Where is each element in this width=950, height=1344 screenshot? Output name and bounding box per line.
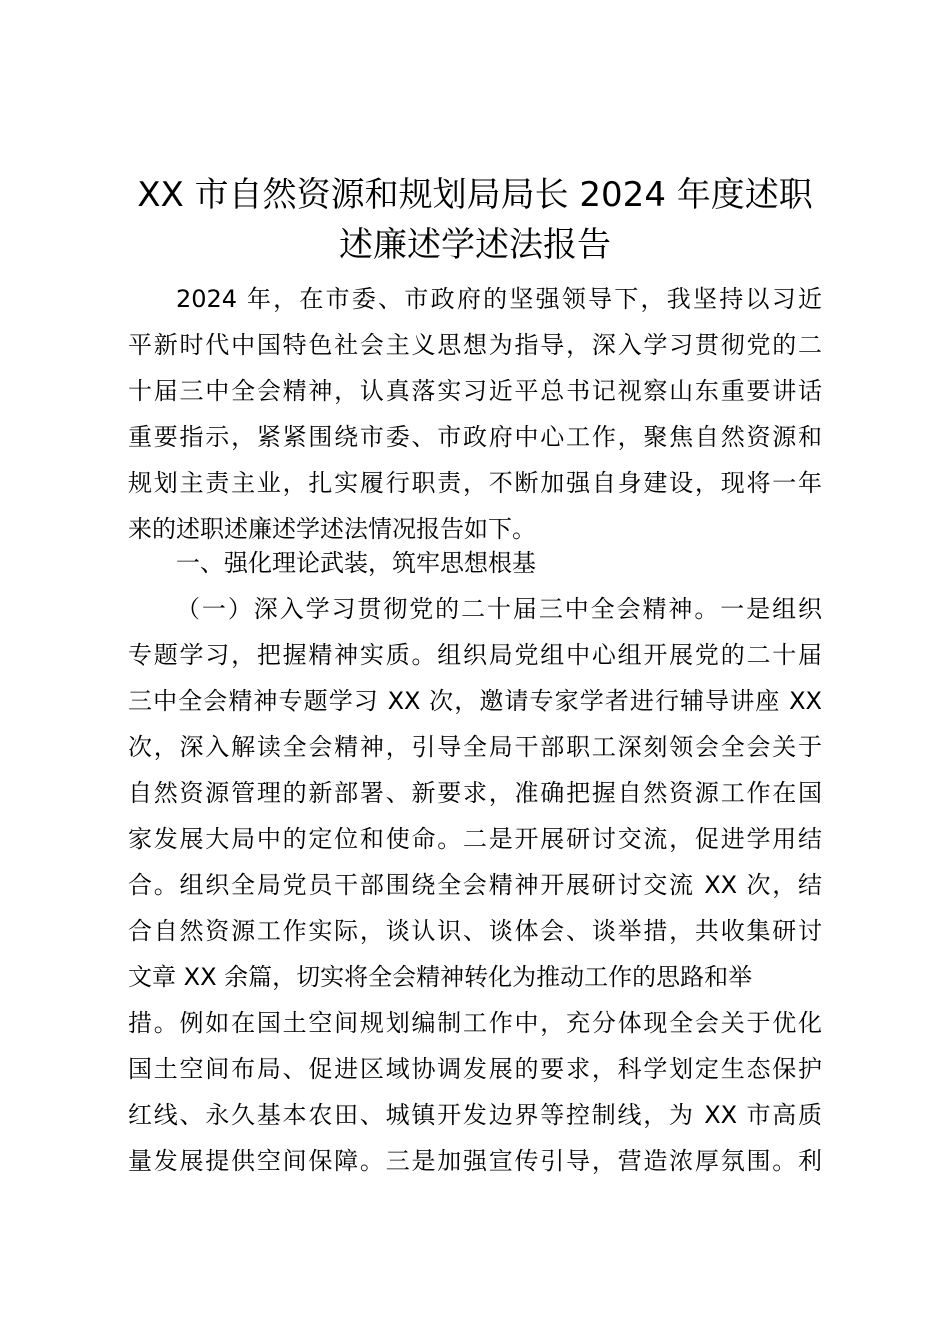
paragraph-line: 合自然资源工作实际，谈认识、谈体会、谈举措，共收集研讨 [128,917,822,945]
paragraph-line: 规划主责主业，扎实履行职责，不断加强自身建设，现将一年 [128,469,822,497]
paragraph-line: 自然资源管理的新部署、新要求，准确把握自然资源工作在国 [128,779,822,807]
paragraph-line: 来的述职述廉述学述法情况报告如下。 [128,515,536,543]
title-line: 述廉述学述法报告 [339,225,611,265]
paragraph-line: 三中全会精神专题学习 XX 次，邀请专家学者进行辅导讲座 XX [128,687,822,715]
paragraph-line: 文章 XX 余篇，切实将全会精神转化为推动工作的思路和举 [128,963,753,991]
paragraph-line: 国土空间布局、促进区域协调发展的要求，科学划定生态保护 [128,1055,822,1083]
section-paragraph [128,586,822,1184]
paragraph-line: 措。例如在国土空间规划编制工作中，充分体现全会关于优化 [128,1009,822,1037]
intro-paragraph [128,276,822,552]
paragraph-line: 量发展提供空间保障。三是加强宣传引导，营造浓厚氛围。利 [128,1147,822,1175]
section-heading [128,540,822,586]
paragraph-line: 红线、永久基本农田、城镇开发边界等控制线，为 XX 市高质 [128,1101,822,1129]
paragraph-line: 家发展大局中的定位和使命。二是开展研讨交流，促进学用结 [128,825,822,853]
paragraph-line: 2024 年，在市委、市政府的坚强领导下，我坚持以习近 [176,285,822,313]
paragraph-line: 合。组织全局党员干部围绕全会精神开展研讨交流 XX 次，结 [128,871,822,899]
paragraph-line: 专题学习，把握精神实质。组织局党组中心组开展党的二十届 [128,641,822,669]
paragraph-line: （一）深入学习贯彻党的二十届三中全会精神。一是组织 [176,595,822,623]
paragraph-line: 平新时代中国特色社会主义思想为指导，深入学习贯彻党的二 [128,331,822,359]
paragraph-line: 次，深入解读全会精神，引导全局干部职工深刻领会全会关于 [128,733,822,761]
document-title [100,170,850,270]
paragraph-line: 十届三中全会精神，认真落实习近平总书记视察山东重要讲话 [128,377,822,405]
section-heading-text: 一、强化理论武装，筑牢思想根基 [176,549,536,577]
paragraph-line: 重要指示，紧紧围绕市委、市政府中心工作，聚焦自然资源和 [128,423,822,451]
title-line: XX 市自然资源和规划局局长 2024 年度述职 [137,175,813,215]
